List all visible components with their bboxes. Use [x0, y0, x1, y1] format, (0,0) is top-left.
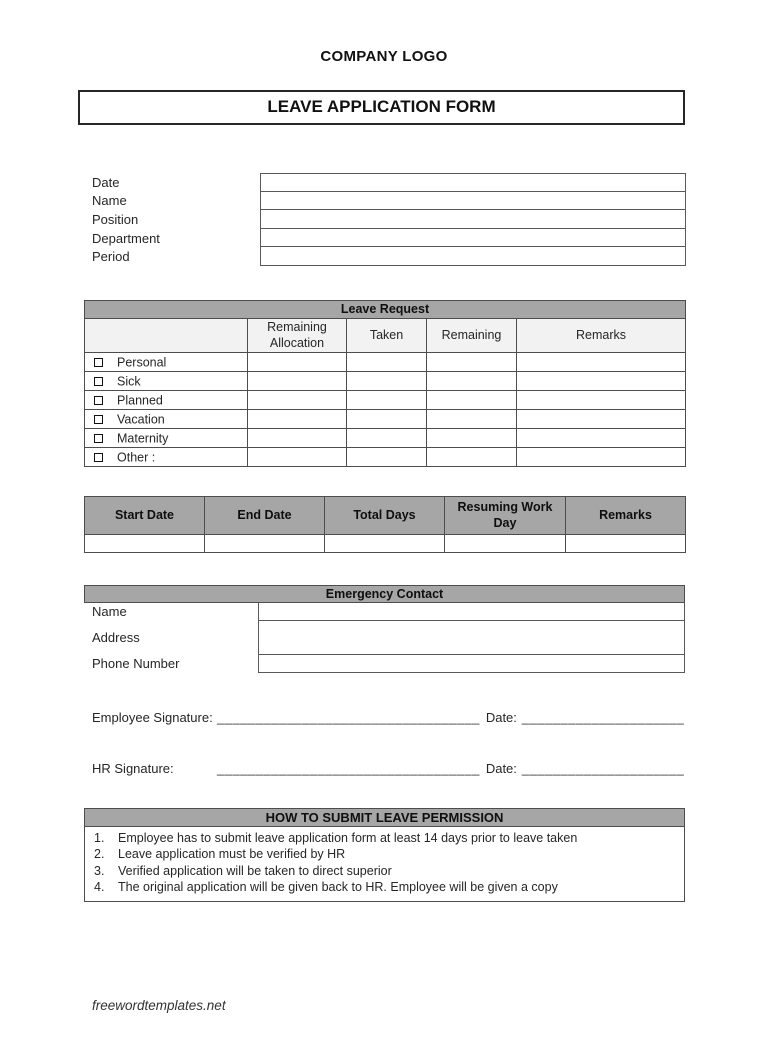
- leave-dates-data-row: [85, 534, 686, 552]
- instruction-text: Leave application must be verified by HR: [118, 847, 346, 862]
- date-field[interactable]: [260, 173, 686, 192]
- leave-type-cell: [85, 447, 248, 466]
- cell-remaining-allocation[interactable]: [248, 447, 347, 466]
- cell-taken[interactable]: [347, 352, 427, 371]
- leave-dates-table: [84, 496, 686, 553]
- instruction-text: Employee has to submit leave application form at least 14 days prior to leave taken: [118, 830, 578, 845]
- ec-address-field[interactable]: [258, 621, 685, 655]
- department-label: Department: [92, 230, 160, 246]
- cell-remaining[interactable]: [427, 428, 517, 447]
- leave-dates-header-row: [85, 496, 686, 534]
- leave-request-table: [84, 300, 686, 467]
- instructions-list: [85, 827, 684, 901]
- cell-remarks[interactable]: [517, 390, 686, 409]
- cell-remarks[interactable]: [566, 534, 686, 552]
- cell-remaining[interactable]: [427, 371, 517, 390]
- checkbox-icon[interactable]: [94, 453, 103, 462]
- col-remaining: Remaining: [427, 318, 517, 352]
- emergency-contact-section: [0, 585, 768, 673]
- cell-remarks[interactable]: [517, 447, 686, 466]
- instruction-text: Verified application will be taken to direct superior: [118, 863, 392, 878]
- cell-remarks[interactable]: [517, 428, 686, 447]
- cell-taken[interactable]: [347, 447, 427, 466]
- instruction-item: [85, 863, 678, 880]
- checkbox-icon[interactable]: [94, 377, 103, 386]
- emergency-contact-title: Emergency Contact: [84, 585, 685, 603]
- ec-address-label: Address: [92, 630, 140, 646]
- instructions-box: [84, 808, 685, 902]
- leave-type-cell: [85, 371, 248, 390]
- hr-date-line[interactable]: _____________________: [521, 760, 685, 776]
- period-label: Period: [92, 249, 130, 265]
- cell-taken[interactable]: [347, 428, 427, 447]
- leave-type-label: Vacation: [117, 412, 165, 427]
- leave-row-sick: [85, 371, 686, 390]
- employee-signature-label: Employee Signature:: [92, 709, 213, 725]
- leave-request-header-row: [85, 318, 686, 352]
- instruction-number: 3.: [94, 863, 105, 878]
- cell-end-date[interactable]: [205, 534, 325, 552]
- cell-remaining[interactable]: [427, 390, 517, 409]
- instruction-text: The original application will be given back to HR. Employee will be given a copy: [118, 880, 558, 895]
- checkbox-icon[interactable]: [94, 396, 103, 405]
- col-taken: Taken: [347, 318, 427, 352]
- hr-signature-line[interactable]: __________________________________: [217, 760, 480, 776]
- cell-taken[interactable]: [347, 390, 427, 409]
- field-row-period: [0, 247, 768, 266]
- period-field[interactable]: [260, 247, 686, 266]
- instruction-number: 4.: [94, 880, 105, 895]
- form-title: LEAVE APPLICATION FORM: [267, 97, 496, 116]
- ec-name-field[interactable]: [258, 603, 685, 621]
- instructions-title: HOW TO SUBMIT LEAVE PERMISSION: [85, 809, 684, 827]
- cell-remaining-allocation[interactable]: [248, 371, 347, 390]
- cell-remaining[interactable]: [427, 409, 517, 428]
- emergency-contact-row-address: [0, 621, 768, 655]
- hr-signature-label: HR Signature:: [92, 760, 174, 776]
- instruction-item: [85, 846, 678, 863]
- instruction-number: 2.: [94, 847, 105, 862]
- company-logo: COMPANY LOGO: [320, 48, 448, 65]
- cell-remarks[interactable]: [517, 371, 686, 390]
- checkbox-icon[interactable]: [94, 434, 103, 443]
- col-type: [85, 318, 248, 352]
- watermark-text: freewordtemplates.net: [92, 998, 226, 1013]
- hr-date-label: Date:: [485, 760, 517, 776]
- leave-type-label: Planned: [117, 393, 163, 408]
- col-remarks: Remarks: [566, 496, 686, 534]
- hr-signature-row: [92, 761, 768, 776]
- cell-remaining-allocation[interactable]: [248, 409, 347, 428]
- employee-date-label: Date:: [485, 709, 517, 725]
- cell-remaining-allocation[interactable]: [248, 390, 347, 409]
- leave-type-label: Maternity: [117, 431, 169, 446]
- name-field[interactable]: [260, 192, 686, 211]
- emergency-contact-row-phone: [0, 655, 768, 673]
- checkbox-icon[interactable]: [94, 415, 103, 424]
- leave-type-cell: [85, 390, 248, 409]
- date-label: Date: [92, 174, 120, 190]
- leave-type-cell: [85, 352, 248, 371]
- instruction-number: 1.: [94, 830, 105, 845]
- employee-signature-line[interactable]: __________________________________: [217, 709, 480, 725]
- cell-resuming-work-day[interactable]: [445, 534, 566, 552]
- leave-request-title: Leave Request: [85, 300, 686, 318]
- emergency-contact-row-name: [0, 603, 768, 621]
- employee-signature-row: [92, 710, 768, 725]
- instruction-item: [85, 830, 678, 847]
- cell-remaining-allocation[interactable]: [248, 352, 347, 371]
- cell-taken[interactable]: [347, 409, 427, 428]
- cell-remarks[interactable]: [517, 352, 686, 371]
- col-remaining-allocation: Remaining Allocation: [248, 318, 347, 352]
- field-row-name: [0, 192, 768, 211]
- position-field[interactable]: [260, 210, 686, 229]
- cell-remarks[interactable]: [517, 409, 686, 428]
- leave-row-other: [85, 447, 686, 466]
- leave-type-label: Personal: [117, 355, 167, 370]
- field-row-department: [0, 229, 768, 248]
- ec-name-label: Name: [92, 604, 127, 620]
- col-end-date: End Date: [205, 496, 325, 534]
- instruction-item: [85, 879, 678, 896]
- cell-taken[interactable]: [347, 371, 427, 390]
- checkbox-icon[interactable]: [94, 358, 103, 367]
- employee-date-line[interactable]: _____________________: [521, 709, 685, 725]
- department-field[interactable]: [260, 229, 686, 248]
- leave-row-maternity: [85, 428, 686, 447]
- employee-info-section: [0, 173, 768, 266]
- ec-phone-field[interactable]: [258, 655, 685, 673]
- leave-type-cell: [85, 428, 248, 447]
- leave-request-title-row: [85, 300, 686, 318]
- leave-application-form-page: [0, 48, 768, 1013]
- col-total-days: Total Days: [325, 496, 445, 534]
- form-title-box: [78, 90, 685, 125]
- cell-remaining[interactable]: [427, 352, 517, 371]
- leave-type-label: Sick: [117, 374, 141, 389]
- cell-remaining[interactable]: [427, 447, 517, 466]
- cell-remaining-allocation[interactable]: [248, 428, 347, 447]
- cell-start-date[interactable]: [85, 534, 205, 552]
- leave-row-planned: [85, 390, 686, 409]
- leave-type-cell: [85, 409, 248, 428]
- cell-total-days[interactable]: [325, 534, 445, 552]
- ec-phone-label: Phone Number: [92, 656, 180, 672]
- position-label: Position: [92, 211, 139, 227]
- leave-type-label: Other :: [117, 450, 156, 465]
- col-resuming-work-day: Resuming Work Day: [445, 496, 566, 534]
- name-label: Name: [92, 193, 127, 209]
- leave-row-personal: [85, 352, 686, 371]
- field-row-position: [0, 210, 768, 229]
- col-remarks: Remarks: [517, 318, 686, 352]
- leave-row-vacation: [85, 409, 686, 428]
- col-start-date: Start Date: [85, 496, 205, 534]
- field-row-date: [0, 173, 768, 192]
